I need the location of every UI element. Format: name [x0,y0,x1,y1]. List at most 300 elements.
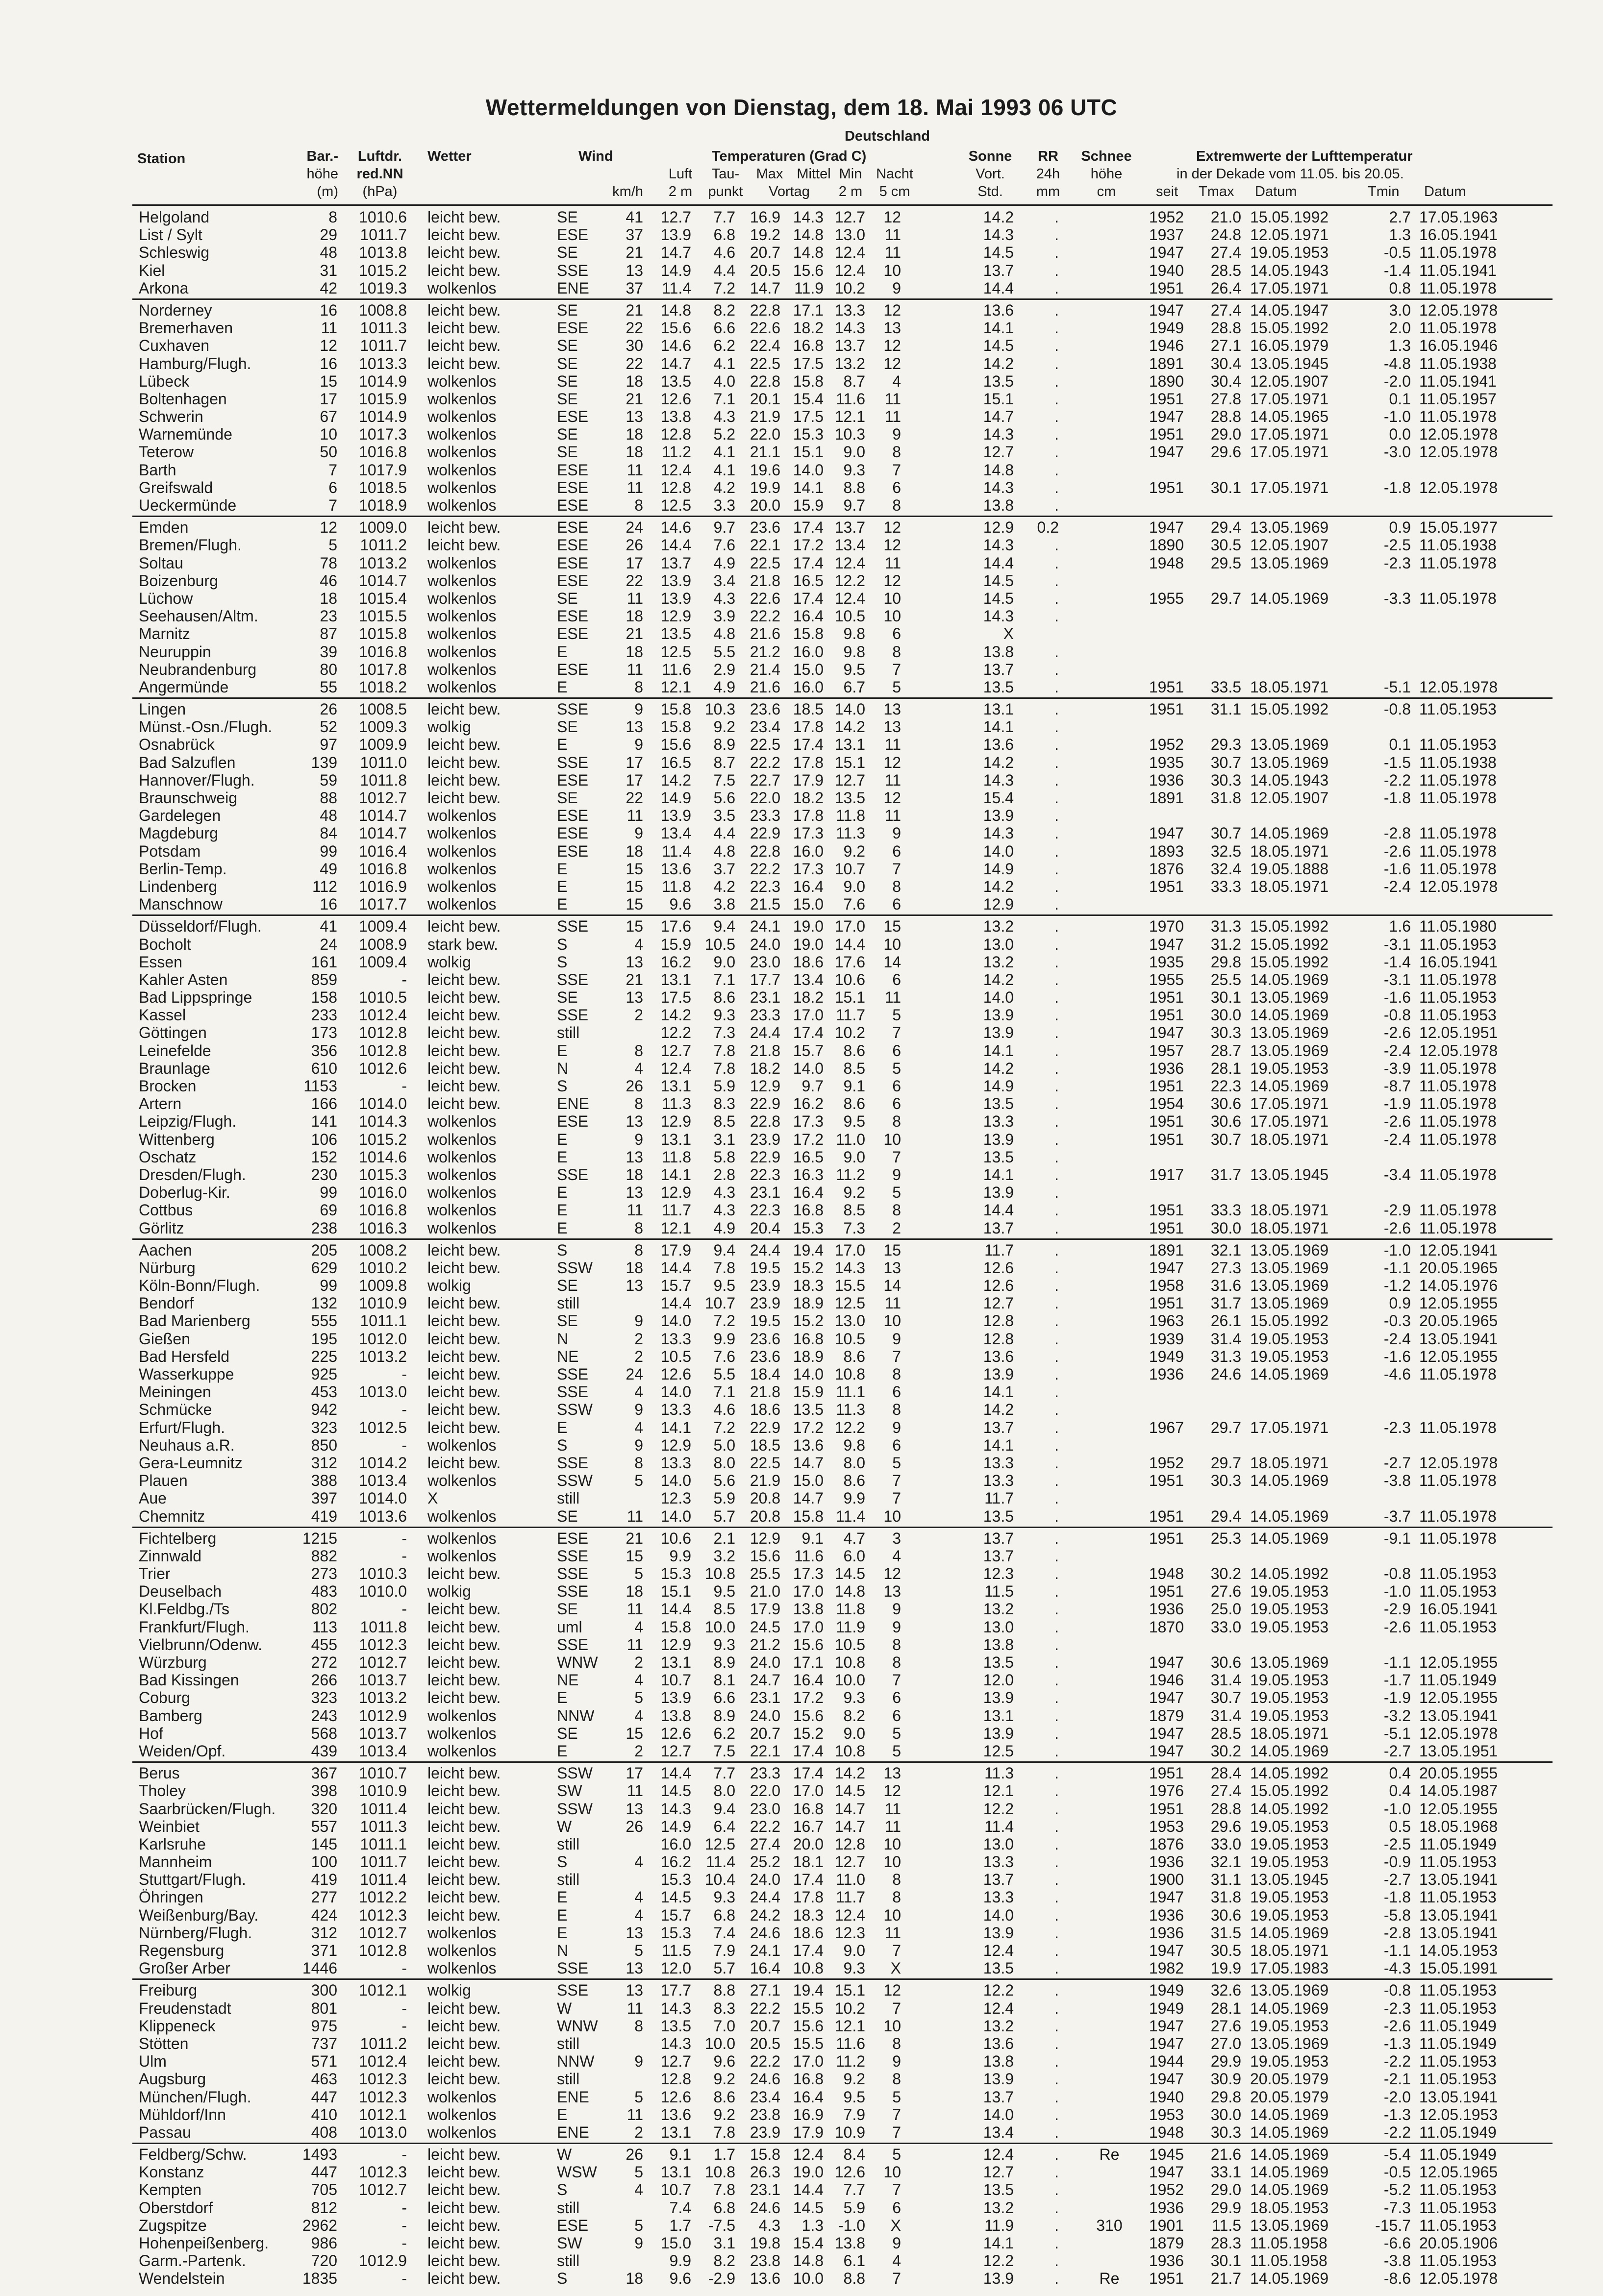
station-name: Saarbrücken/Flugh. [139,1800,276,1818]
wind-speed: 9 [634,2234,643,2252]
night-min: 12 [883,337,901,355]
table-row [0,1166,1603,1184]
table-row [0,1312,1603,1330]
table-row [0,244,1603,261]
weather: leicht bew. [427,208,501,226]
night-min: 9 [892,279,901,297]
sunshine: 14.2 [983,753,1014,771]
station-name: Braunlage [139,1059,210,1077]
wind-speed: 22 [626,789,643,807]
mean-temp: 16.7 [793,1817,824,1835]
pressure-nn: 1011.3 [360,319,407,337]
pressure-nn: 1012.0 [359,1330,407,1348]
dewpoint: 7.2 [713,1418,735,1436]
record-since: 1951 [1149,877,1184,895]
precipitation: . [1054,1635,1059,1654]
record-tmax-date: 12.05.1907 [1250,536,1329,554]
record-tmin: -1.7 [1383,1671,1411,1689]
record-tmin: -1.3 [1383,2105,1411,2123]
record-since: 1940 [1149,2088,1184,2106]
record-tmax: 31.3 [1210,917,1241,936]
precipitation: . [1054,2105,1059,2123]
station-name: Gießen [139,1330,190,1348]
night-min: 13 [883,319,901,337]
record-since: 1936 [1149,771,1184,789]
night-min: 8 [892,443,901,461]
table-row [0,917,1603,935]
wind-speed: 5 [634,1689,643,1707]
record-tmin: -1.0 [1383,1582,1411,1601]
dewpoint: 7.1 [713,1383,735,1401]
sunshine: 13.0 [983,1835,1014,1853]
min-temp: 9.2 [843,1184,865,1202]
record-tmin-date: 11.05.1978 [1419,279,1497,297]
min-temp: 8.6 [843,1041,865,1060]
table-row [0,1042,1603,1060]
station-name: Leinefelde [139,1041,211,1060]
record-tmin: -1.8 [1383,1888,1411,1906]
weather: leicht bew. [427,1817,501,1835]
dewpoint: 4.1 [713,443,735,461]
dewpoint: 9.4 [713,1241,735,1259]
precipitation: . [1054,1959,1059,1977]
record-tmax-date: 17.05.1983 [1250,1959,1329,1977]
precipitation: . [1054,2163,1059,2181]
weather: leicht bew. [427,301,501,319]
precipitation: . [1054,1924,1059,1942]
station-name: Garm.-Partenk. [139,2252,246,2270]
air-temp: 16.5 [660,753,691,771]
table-row [0,301,1603,319]
record-tmax: 30.6 [1210,1906,1241,1924]
mean-temp: 15.7 [793,1041,824,1060]
station-name: Kiel [139,261,165,279]
header-bar-3: (m) [317,184,338,199]
air-temp: 15.1 [660,1582,691,1601]
wind-direction: SSE [557,1365,589,1383]
wind-direction: SE [557,425,578,444]
station-name: Lindenberg [139,877,218,895]
pressure-nn: 1018.9 [359,496,407,514]
record-tmax: 29.6 [1210,443,1241,461]
max-temp: 19.5 [750,1259,780,1277]
mean-temp: 17.2 [793,1130,824,1148]
dewpoint: 1.7 [713,2146,735,2164]
dewpoint: 10.0 [704,1618,735,1636]
wind-speed: 2 [634,1006,643,1024]
group-divider [0,297,1603,301]
record-tmin: -2.7 [1383,1742,1411,1760]
sunshine: 12.3 [983,1565,1014,1583]
air-temp: 11.2 [662,443,691,461]
sunshine: 13.6 [983,736,1014,754]
sunshine: 12.1 [983,1782,1014,1800]
table-row [0,988,1603,1006]
mean-temp: 19.0 [793,2163,824,2181]
barometer-height: 439 [311,1742,337,1760]
weather: leicht bew. [427,2234,501,2252]
weather: leicht bew. [427,1006,501,1024]
station-name: Essen [139,953,182,971]
station-name: Aue [139,1489,167,1507]
record-since: 1947 [1149,518,1184,537]
record-tmax-date: 19.05.1953 [1250,1347,1329,1365]
station-name: Konstanz [139,2163,204,2181]
air-temp: 13.5 [660,625,691,643]
night-min: 7 [892,2105,901,2123]
divider-line [132,298,1553,300]
table-row [0,789,1603,807]
sunshine: 13.3 [983,1112,1014,1131]
min-temp: 7.9 [843,2105,865,2123]
record-tmin-date: 11.05.1978 [1419,1077,1497,1095]
wind-direction: ESE [557,571,589,590]
record-tmax-date: 15.05.1992 [1250,1312,1329,1330]
max-temp: 24.1 [750,917,780,936]
record-tmin-date: 11.05.1953 [1419,736,1497,754]
table-row [0,625,1603,642]
air-temp: 14.1 [660,1418,691,1436]
station-name: Neuruppin [139,642,211,661]
record-tmin-date: 14.05.1987 [1419,1782,1498,1800]
wind-direction: ESE [557,807,589,825]
header-vortag: Vortag [769,184,810,199]
station-name: Zugspitze [139,2216,207,2234]
record-tmin-date: 11.05.1953 [1419,1006,1497,1024]
record-since: 1947 [1149,1654,1184,1671]
wind-speed: 26 [626,2146,643,2164]
mean-temp: 18.2 [793,789,824,807]
max-temp: 23.3 [750,1006,780,1024]
record-tmax-date: 17.05.1971 [1250,443,1329,461]
barometer-height: 882 [311,1547,337,1565]
night-min: 10 [883,2017,901,2035]
record-tmax-date: 14.05.1969 [1250,824,1329,842]
table-row [0,1689,1603,1706]
wind-direction: W [557,1999,572,2017]
record-tmin: -5.4 [1383,2146,1411,2164]
table-row [0,355,1603,372]
pressure-nn: 1012.4 [359,1006,407,1024]
wind-direction: SE [557,1277,578,1295]
dewpoint: 9.0 [713,953,735,971]
wind-speed: 13 [626,1959,643,1977]
pressure-nn: 1008.8 [359,301,407,319]
record-tmin-date: 20.05.1906 [1419,2234,1498,2252]
record-tmin-date: 16.05.1941 [1419,1600,1498,1618]
min-temp: 11.1 [836,1383,865,1401]
wind-direction: ESE [557,771,589,789]
max-temp: 24.6 [750,2070,780,2088]
group-divider [0,2141,1603,2146]
record-tmin: -1.8 [1383,478,1411,496]
pressure-nn: 1012.7 [359,789,407,807]
station-name: Soltau [139,554,183,572]
wind-speed: 11 [626,1600,643,1618]
station-name: Norderney [139,301,212,319]
max-temp: 23.6 [750,518,780,537]
barometer-height: 78 [320,554,337,572]
record-since: 1951 [1149,390,1184,408]
precipitation: . [1054,1582,1059,1601]
barometer-height: 18 [320,589,337,607]
air-temp: 13.9 [660,807,691,825]
pressure-nn: 1015.2 [359,261,407,279]
wind-direction: E [557,877,568,895]
wind-speed: 8 [634,2017,643,2035]
barometer-height: 5 [328,536,337,554]
precipitation: . [1054,1024,1059,1042]
header-min: Min [839,166,862,182]
weather: wolkenlos [427,1219,497,1237]
night-min: 11 [884,226,901,244]
record-since: 1952 [1149,1454,1184,1472]
weather: leicht bew. [427,354,501,372]
record-tmax-date: 17.05.1971 [1250,425,1329,444]
table-row [0,1436,1603,1454]
record-tmin: -1.4 [1383,953,1411,971]
header-taupunkt-b: punkt [708,184,743,199]
record-tmin-date: 11.05.1978 [1419,970,1497,988]
sunshine: 13.2 [983,1600,1014,1618]
min-temp: 11.8 [836,1600,865,1618]
record-tmin-date: 14.05.1976 [1419,1277,1498,1295]
mean-temp: 15.2 [793,1259,824,1277]
night-min: 15 [883,1241,901,1259]
air-temp: 11.8 [662,1148,691,1166]
record-tmin-date: 11.05.1938 [1419,753,1497,771]
wind-direction: SW [557,2234,582,2252]
record-tmin: -1.0 [1383,408,1411,426]
air-temp: 13.9 [660,589,691,607]
record-since: 1951 [1149,1582,1184,1601]
night-min: 9 [892,1165,901,1184]
air-temp: 12.9 [660,1112,691,1131]
table-row [0,425,1603,443]
record-tmin: -4.3 [1383,1959,1411,1977]
air-temp: 10.5 [660,1347,691,1365]
pressure-nn: - [401,970,407,988]
table-row [0,2252,1603,2270]
barometer-height: 225 [311,1347,337,1365]
record-tmax-date: 17.05.1971 [1250,279,1329,297]
barometer-height: 424 [311,1906,337,1924]
min-temp: 13.4 [834,536,865,554]
wind-speed: 2 [634,1347,643,1365]
wind-speed: 13 [626,1112,643,1131]
max-temp: 23.8 [750,2105,780,2123]
sunshine: 13.2 [983,2017,1014,2035]
sunshine: 14.3 [983,226,1014,244]
sunshine: 12.2 [983,1800,1014,1818]
sunshine: 13.5 [983,1095,1014,1113]
pressure-nn: 1015.8 [359,625,407,643]
record-tmax: 28.8 [1210,319,1241,337]
record-tmin: -3.2 [1383,1706,1411,1725]
wind-direction: SSW [557,1401,593,1419]
wind-speed: 9 [634,1130,643,1148]
min-temp: 8.6 [843,1347,865,1365]
weather: wolkig [427,1981,471,2000]
record-tmin: 0.0 [1389,425,1411,444]
wind-direction: SSE [557,1959,589,1977]
night-min: 10 [883,607,901,625]
precipitation: . [1054,1241,1059,1259]
max-temp: 20.8 [750,1489,780,1507]
pressure-nn: 1012.3 [359,1906,407,1924]
table-row [0,718,1603,736]
record-tmax-date: 20.05.1979 [1250,2088,1329,2106]
pressure-nn: 1009.3 [359,718,407,736]
dewpoint: 5.9 [713,1077,735,1095]
barometer-height: 158 [311,988,337,1007]
sunshine: 14.2 [983,970,1014,988]
sunshine: 12.6 [983,1277,1014,1295]
pressure-nn: 1014.7 [359,824,407,842]
air-temp: 14.4 [660,1259,691,1277]
barometer-height: 100 [311,1853,337,1871]
air-temp: 11.6 [662,660,691,678]
weather: leicht bew. [427,1312,501,1330]
record-tmax-date: 13.05.1969 [1250,518,1329,537]
mean-temp: 19.4 [793,1241,824,1259]
max-temp: 15.6 [750,1547,780,1565]
table-row [0,1259,1603,1277]
record-tmin-date: 11.05.1941 [1419,261,1497,279]
max-temp: 21.6 [750,625,780,643]
weather: wolkenlos [427,2088,497,2106]
precipitation: . [1054,1888,1059,1906]
air-temp: 14.3 [660,1999,691,2017]
wind-speed: 21 [626,390,643,408]
weather: wolkenlos [427,1547,497,1565]
record-tmin-date: 11.05.1953 [1419,2216,1497,2234]
record-since: 1951 [1149,1800,1184,1818]
mean-temp: 18.1 [793,1853,824,1871]
max-temp: 21.6 [750,678,780,696]
record-since: 1940 [1149,261,1184,279]
dewpoint: 8.9 [713,736,735,754]
weather: wolkenlos [427,1706,497,1725]
night-min: 11 [884,408,901,426]
weather: wolkig [427,718,471,736]
max-temp: 23.1 [750,988,780,1007]
night-min: 5 [892,1724,901,1742]
night-min: 7 [892,2181,901,2199]
record-tmax: 27.0 [1210,2034,1241,2052]
precipitation: . [1054,354,1059,372]
weather: leicht bew. [427,2163,501,2181]
wind-direction: E [557,1041,568,1060]
air-temp: 15.6 [660,736,691,754]
station-name: Coburg [139,1689,190,1707]
sunshine: 13.9 [983,1365,1014,1383]
mean-temp: 12.4 [793,2146,824,2164]
record-since: 1955 [1149,589,1184,607]
sunshine: 14.5 [983,571,1014,590]
wind-direction: E [557,736,568,754]
weather: wolkenlos [427,478,497,496]
mean-temp: 16.4 [793,2088,824,2106]
max-temp: 23.1 [750,1689,780,1707]
sunshine: 13.1 [983,1706,1014,1725]
night-min: 12 [883,536,901,554]
max-temp: 24.4 [750,1024,780,1042]
night-min: 14 [883,953,901,971]
header-bar-2: höhe [306,166,338,182]
record-since: 1952 [1149,736,1184,754]
dewpoint: 4.9 [713,678,735,696]
record-since: 1876 [1149,860,1184,878]
barometer-height: 145 [311,1835,337,1853]
barometer-height: 48 [320,244,337,262]
pressure-nn: - [401,1401,407,1419]
wind-direction: ESE [557,842,589,860]
table-row [0,2234,1603,2252]
barometer-height: 1493 [302,2146,337,2164]
max-temp: 22.2 [750,2052,780,2071]
night-min: 11 [884,1817,901,1835]
record-since: 1952 [1149,208,1184,226]
sunshine: 11.4 [984,1817,1014,1835]
dewpoint: 7.5 [713,771,735,789]
station-name: Boltenhagen [139,390,227,408]
precipitation: . [1054,1600,1059,1618]
record-tmin-date: 13.05.1941 [1419,1706,1498,1725]
precipitation: . [1054,917,1059,936]
pressure-nn: 1012.8 [359,1041,407,1060]
pressure-nn: - [401,1077,407,1095]
wind-speed: 13 [626,1800,643,1818]
wind-direction: SE [557,390,578,408]
barometer-height: 323 [311,1418,337,1436]
night-min: 10 [883,1312,901,1330]
dewpoint: 11.4 [706,1853,735,1871]
air-temp: 14.5 [660,1782,691,1800]
record-tmin-date: 11.05.1978 [1419,789,1497,807]
max-temp: 20.1 [750,390,780,408]
precipitation: . [1054,1347,1059,1365]
header-wetter: Wetter [427,148,472,164]
pressure-nn: 1016.3 [359,1219,407,1237]
mean-temp: 14.8 [793,226,824,244]
record-tmax-date: 14.05.1969 [1250,2270,1329,2288]
pressure-nn: 1009.4 [359,917,407,936]
record-since: 1951 [1149,700,1184,718]
record-since: 1963 [1149,1312,1184,1330]
pressure-nn: 1014.7 [359,571,407,590]
weather: leicht bew. [427,1782,501,1800]
record-tmax: 28.3 [1210,2234,1241,2252]
weather: leicht bew. [427,988,501,1007]
weather: leicht bew. [427,970,501,988]
min-temp: 13.5 [834,789,865,807]
record-tmin-date: 11.05.1978 [1419,1219,1497,1237]
air-temp: 13.3 [660,1454,691,1472]
record-tmin: -2.4 [1383,877,1411,895]
min-temp: 12.4 [834,244,865,262]
record-since: 1936 [1149,2252,1184,2270]
min-temp: 12.4 [834,1906,865,1924]
mean-temp: 10.8 [793,1959,824,1977]
record-tmax: 28.8 [1210,1800,1241,1818]
max-temp: 22.9 [750,1148,780,1166]
pressure-nn: 1015.5 [359,607,407,625]
record-tmax-date: 19.05.1953 [1250,1671,1329,1689]
dewpoint: 4.0 [713,372,735,390]
record-tmin-date: 12.05.1955 [1419,1294,1498,1312]
record-since: 1951 [1149,1006,1184,1024]
